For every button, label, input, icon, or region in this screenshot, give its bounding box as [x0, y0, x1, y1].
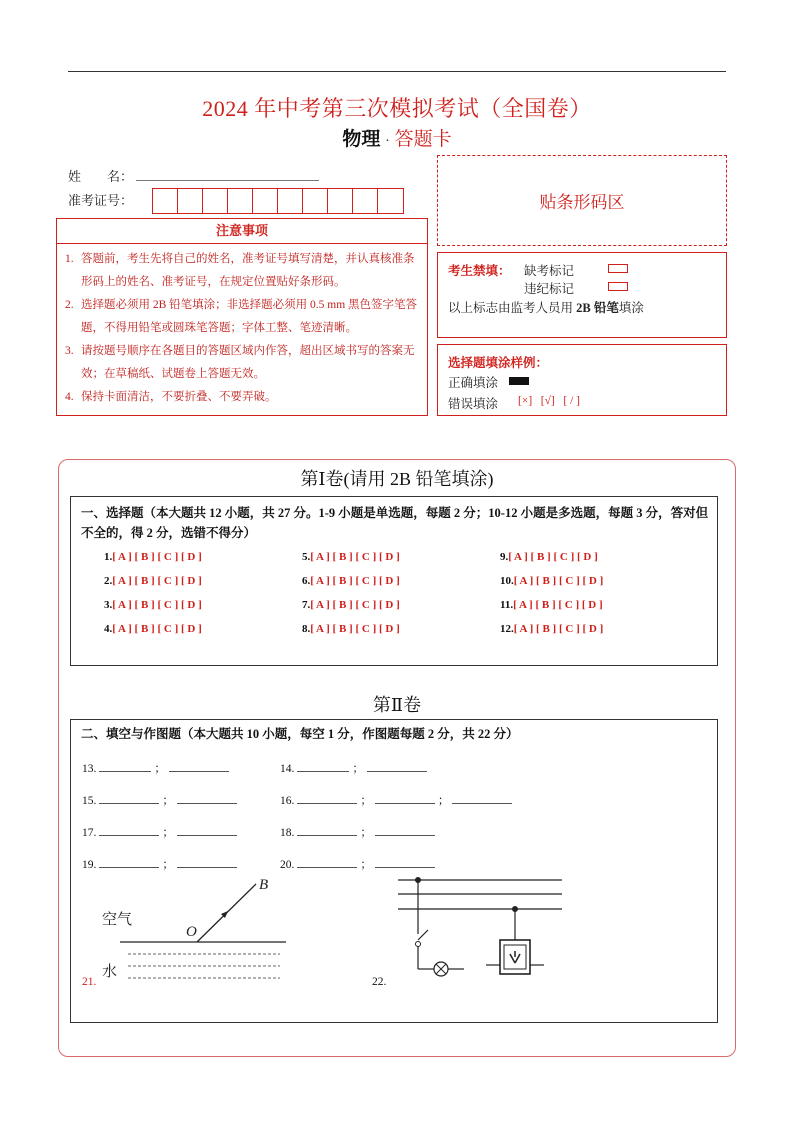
- note-item: 2. 选择题必须用 2B 铅笔填涂；非选择题必须用 0.5 mm 黑色签字笔答题，不得用铅笔或圆珠笔答题；字体工整、笔迹清晰。: [65, 299, 418, 334]
- mc-row[interactable]: 4.[ A ] [ B ] [ C ] [ D ]: [104, 623, 202, 635]
- q22-number: 22.: [372, 976, 387, 988]
- mc-row[interactable]: 3.[ A ] [ B ] [ C ] [ D ]: [104, 599, 202, 611]
- blank[interactable]: [297, 825, 357, 836]
- barcode-area: [437, 155, 727, 246]
- blank[interactable]: [297, 761, 349, 772]
- water-label: 水: [102, 962, 118, 980]
- notes-heading: 注意事项: [57, 219, 427, 244]
- page-title: 2024 年中考第三次模拟考试（全国卷）: [202, 96, 592, 121]
- blank[interactable]: [297, 857, 357, 868]
- exam-digit-box[interactable]: [328, 189, 353, 213]
- fill-row[interactable]: 16. ； ；: [280, 792, 515, 808]
- blank[interactable]: [99, 761, 151, 772]
- mc-row[interactable]: 11.[ A ] [ B ] [ C ] [ D ]: [500, 599, 603, 611]
- mc-row[interactable]: 12.[ A ] [ B ] [ C ] [ D ]: [500, 623, 604, 635]
- part2-title: 第Ⅱ卷: [372, 695, 422, 715]
- exam-digit-box[interactable]: [228, 189, 253, 213]
- violation-label: 违纪标记: [524, 282, 575, 296]
- fill-row[interactable]: 20. ；: [280, 856, 438, 872]
- mc-row[interactable]: 6.[ A ] [ B ] [ C ] [ D ]: [302, 575, 400, 587]
- point-o-label: O: [186, 924, 197, 940]
- fill-row[interactable]: 19. ；: [82, 856, 240, 872]
- barcode-label: 贴条形码区: [539, 193, 625, 212]
- refraction-diagram: [100, 870, 300, 990]
- fill-row[interactable]: 14. ；: [280, 760, 430, 776]
- air-label: 空气: [102, 910, 133, 928]
- wrong-fill-samples: [×] [√] [ / ]: [518, 395, 580, 407]
- note-item: 3. 请按题号顺序在各题目的答题区域内作答，超出区域书写的答案无效；在草稿纸、试题卷上答题无效。: [65, 345, 415, 380]
- forbidden-note: 以上标志由监考人员用 2B 铅笔填涂: [448, 301, 644, 315]
- blank[interactable]: [177, 825, 237, 836]
- notes-list: [57, 244, 427, 409]
- blank[interactable]: [367, 761, 427, 772]
- violation-mark-box[interactable]: [608, 282, 628, 291]
- fill-row[interactable]: 13. ；: [82, 760, 232, 776]
- page-subtitle: [0, 124, 794, 151]
- blank[interactable]: [375, 793, 435, 804]
- forbidden-label: 考生禁填：: [448, 264, 511, 278]
- exam-digit-box[interactable]: [378, 189, 403, 213]
- wrong-fill-label: 错误填涂: [448, 397, 499, 411]
- fill-row[interactable]: 17. ；: [82, 824, 240, 840]
- mc-row[interactable]: 5.[ A ] [ B ] [ C ] [ D ]: [302, 551, 400, 563]
- correct-fill-label: 正确填涂: [448, 376, 499, 390]
- correct-fill-sample: [509, 377, 529, 385]
- exam-digit-box[interactable]: [353, 189, 378, 213]
- q21-number: 21.: [82, 976, 97, 988]
- mc-row[interactable]: 10.[ A ] [ B ] [ C ] [ D ]: [500, 575, 604, 587]
- absent-mark-box[interactable]: [608, 264, 628, 273]
- subtitle-separator: ·: [385, 134, 390, 149]
- notes-box: [56, 218, 428, 416]
- exam-digit-box[interactable]: [278, 189, 303, 213]
- absent-label: 缺考标记: [524, 264, 575, 278]
- fill-example-heading: 选择题填涂样例：: [448, 356, 549, 370]
- blank[interactable]: [177, 857, 237, 868]
- fill-heading: 二、填空与作图题（本大题共 10 小题，每空 1 分，作图题每题 2 分，共 22 分）: [81, 727, 519, 741]
- exam-number-grid[interactable]: [152, 188, 404, 214]
- exam-digit-box[interactable]: [178, 189, 203, 213]
- exam-digit-box[interactable]: [253, 189, 278, 213]
- exam-number-label: 准考证号：: [68, 193, 134, 208]
- exam-digit-box[interactable]: [153, 189, 178, 213]
- switch-icon: [418, 930, 428, 940]
- blank[interactable]: [452, 793, 512, 804]
- mc-row[interactable]: 7.[ A ] [ B ] [ C ] [ D ]: [302, 599, 400, 611]
- forbidden-box: [437, 252, 727, 338]
- mc-row[interactable]: 1.[ A ] [ B ] [ C ] [ D ]: [104, 551, 202, 563]
- mc-row[interactable]: 8.[ A ] [ B ] [ C ] [ D ]: [302, 623, 400, 635]
- blank[interactable]: [99, 793, 159, 804]
- blank[interactable]: [99, 825, 159, 836]
- mc-row[interactable]: 9.[ A ] [ B ] [ C ] [ D ]: [500, 551, 598, 563]
- note-item: 1. 答题前，考生先将自己的姓名，准考证号填写清楚，并认真核准条形码上的姓名、准考证号，在规定位置贴好条形码。: [65, 253, 415, 288]
- blank[interactable]: [169, 761, 229, 772]
- mc-row[interactable]: 2.[ A ] [ B ] [ C ] [ D ]: [104, 575, 202, 587]
- fill-row[interactable]: 18. ；: [280, 824, 438, 840]
- top-rule: [68, 71, 726, 72]
- exam-digit-box[interactable]: [203, 189, 228, 213]
- exam-digit-box[interactable]: [303, 189, 328, 213]
- blank[interactable]: [297, 793, 357, 804]
- subject-label: 物理: [342, 129, 381, 150]
- card-type-label: 答题卡: [394, 129, 452, 150]
- blank[interactable]: [177, 793, 237, 804]
- fill-example-box: [437, 344, 727, 416]
- fill-row[interactable]: 15. ；: [82, 792, 240, 808]
- blank[interactable]: [375, 857, 435, 868]
- mc-heading: 一、选择题（本大题共 12 小题，共 27 分。1-9 小题是单选题，每题 2 分；10-12 小题是多选题，每题 3 分，答对但不全的，得 2 分，选错不得分）: [81, 506, 709, 540]
- name-label: 姓 名：: [68, 169, 134, 184]
- name-field[interactable]: [136, 180, 319, 181]
- blank[interactable]: [375, 825, 435, 836]
- part1-title: 第Ⅰ卷(请用 2B 铅笔填涂): [300, 469, 494, 489]
- circuit-diagram: [390, 868, 570, 988]
- point-b-label: B: [259, 877, 269, 893]
- blank[interactable]: [99, 857, 159, 868]
- note-item: 4. 保持卡面清洁，不要折叠、不要弄破。: [65, 391, 277, 403]
